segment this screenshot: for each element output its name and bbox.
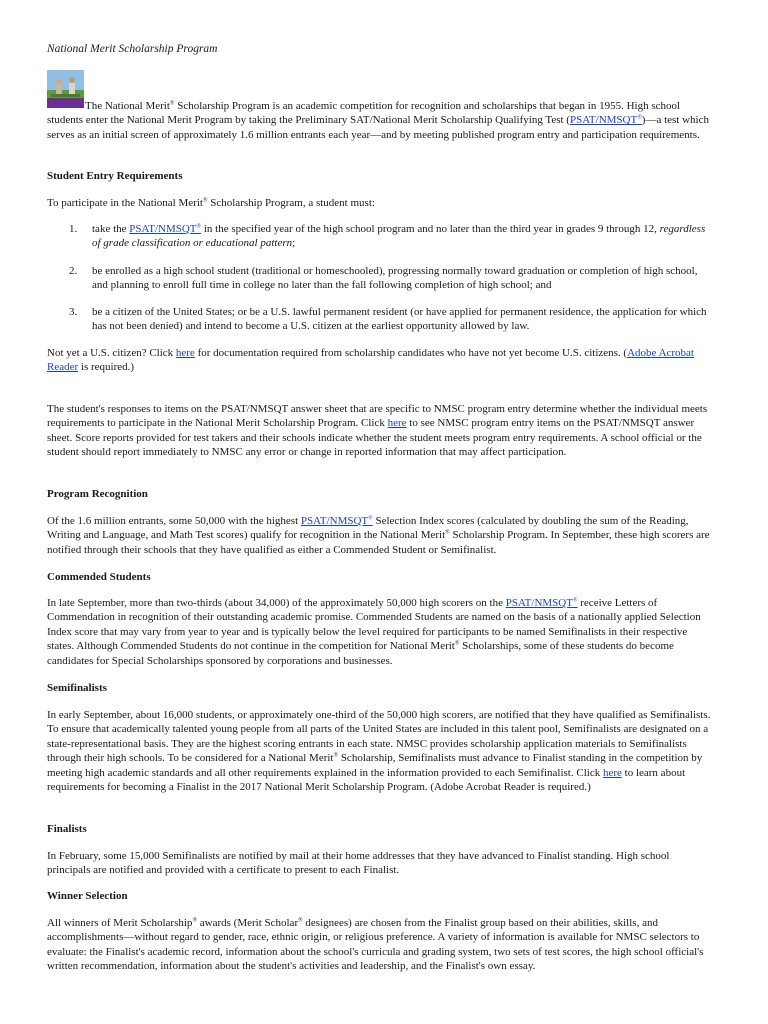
finalists-paragraph: In February, some 15,000 Semifinalists are notified by mail at their home addresses that they have advanced to Finalist standing. High school principals are notified and provided with a certificate to present to each Finalist. (47, 850, 670, 877)
finalist-requirements-link[interactable]: here (602, 766, 622, 779)
list-item: 2. be enrolled as a high school student (traditional or homeschooled), progressing normally toward graduation or completion of high school, and planning to enroll full time in college no later than the fall following completion of high school; and (69, 265, 698, 292)
psat-link[interactable]: PSAT/NMSQT® (569, 114, 642, 127)
heading-semifinalists: Semifinalists (47, 682, 107, 694)
psat-link[interactable]: PSAT/NMSQT® (505, 597, 578, 609)
commended-paragraph: In late September, more than two-thirds (about 34,000) of the approximately 50,000 high scorers on the PSAT/NMSQT® receive Letters of Commendation in recognition of their outstanding academic promise. Commended Students are named on the basis of a nationally applied Selection Index score that may vary from year to year and is typically below the level required for participants to be named Semifinalists in their respective states. Although Commended Students do not continue in the competition for National Merit® Scholarships, some of these students do become candidates for Special Scholarships sponsored by corporations and businesses. (47, 597, 701, 667)
list-item: 1. take the PSAT/NMSQT® in the specified year of the high school program and no later than the third year in grades 9 through 12, regardless of grade classification or educational pattern; (69, 223, 706, 250)
citizen-docs-link[interactable]: here (175, 347, 195, 359)
document-title: National Merit Scholarship Program (47, 43, 218, 55)
winners-paragraph: All winners of Merit Scholarship® awards (Merit Scholar® designees) are chosen from the Finalist group based on their abilities, skills, and accomplishments—without regard to gender, race, ethnic origin, or religious preference. A variety of information is available for NMSC selectors to evaluate: the Finalist's academic record, information about the school's curricula and grading system, two sets of test scores, the high school official's written recommendation, information about the student's activities and leadership, and the Finalist's own essay. (47, 917, 704, 973)
acrobat-reader-link[interactable]: Adobe Acrobat Reader (47, 347, 694, 374)
citizen-paragraph: Not yet a U.S. citizen? Click here for documentation required from scholarship candidates who have not yet become U.S. citizens. (Adobe Acrobat Reader is required.) (47, 347, 694, 374)
psat-link[interactable]: PSAT/NMSQT® (300, 515, 373, 527)
heading-winner-selection: Winner Selection (47, 890, 128, 902)
recognition-paragraph: Of the 1.6 million entrants, some 50,000 with the highest PSAT/NMSQT® Selection Index scores (calculated by doubling the sum of the Reading, Writing and Language, and Math Test scores) qualify for recognition in the National Merit® Scholarship Program. In September, these high scorers are notified through their schools that they have qualified as either a Commended Student or Semifinalist. (47, 515, 710, 556)
list-item: 3. be a citizen of the United States; or be a U.S. lawful permanent resident (or have applied for permanent residence, the application for which has not been denied) and intend to become a U.S. citizen at the earliest opportunity allowed by law. (69, 306, 707, 333)
psat-link[interactable]: PSAT/NMSQT® (129, 223, 202, 235)
entry-items-link[interactable]: here (387, 417, 407, 430)
responses-paragraph: The student's responses to items on the PSAT/NMSQT answer sheet that are specific to NMSC program entry determine whether the individual meets requirements to participate in the National Merit Scholarship Program. Click here to see NMSC program entry items on the PSAT/NMSQT answer sheet. Score reports provided for test takers and their schools indicate whether the student meets program entry requirements. A school official or the student should report immediately to NMSC any error or change in reported information that may affect participation. (47, 403, 708, 459)
heading-entry-requirements: Student Entry Requirements (47, 170, 183, 182)
heading-commended-students: Commended Students (47, 571, 151, 583)
semifinalists-paragraph: In early September, about 16,000 students, or approximately one-third of the 50,000 high scorers, are notified that they have qualified as Semifinalists. To ensure that academically talented young people from all parts of the United States are included in this talent pool, Semifinalists are designated on a state-representational basis. They are the highest scoring entrants in each state. NMSC provides scholarship application materials to Semifinalists through their high schools. To be considered for a National Merit® Scholarship, Semifinalists must advance to Finalist standing in the competition by meeting high academic standards and all other requirements explained in the information provided to each Semifinalist. Click here to learn about requirements for becoming a Finalist in the 2017 National Merit Scholarship Program. (Adobe Acrobat Reader is required.) (47, 709, 711, 794)
heading-finalists: Finalists (47, 823, 87, 835)
entry-lead: To participate in the National Merit® Scholarship Program, a student must: (47, 197, 375, 209)
heading-program-recognition: Program Recognition (47, 488, 148, 500)
intro-paragraph: The National Merit® Scholarship Program is an academic competition for recognition and scholarships that began in 1955. High school students enter the National Merit Program by taking the Preliminary SAT/National Merit Scholarship Qualifying Test (PSAT/NMSQT®)—a test which serves as an initial screen of approximately 1.6 million entrants each year—and by meeting published program entry and participation requirements. (47, 100, 709, 141)
